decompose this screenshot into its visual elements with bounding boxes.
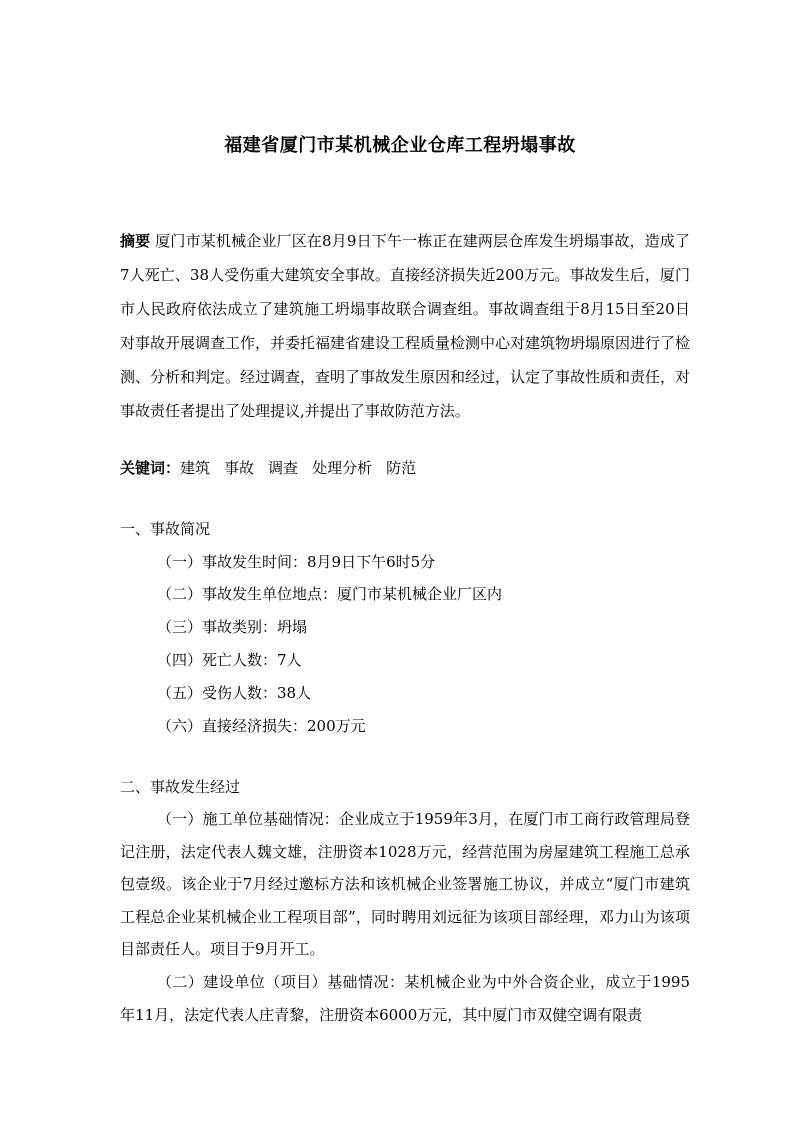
section-heading: 一、事故简况 [120,520,211,538]
document-title: 福建省厦门市某机械企业仓库工程坍塌事故 [224,135,576,156]
keywords-line [120,455,690,481]
keyword: 调查 [268,459,299,477]
list-item: （五）受伤人数：38人 [157,684,312,702]
list-item: （二）事故发生单位地点：厦门市某机械企业厂区内 [157,585,503,603]
list-item: （四）死亡人数：7人 [157,651,302,669]
abstract-label: 摘要 [120,232,151,250]
keywords-label: 关键词： [120,459,181,477]
list-item: （一）事故发生时间：8月9日下午6时5分 [157,553,436,571]
section-heading: 二、事故发生经过 [120,778,241,796]
body-paragraph: （一）施工单位基础情况：企业成立于1959年3月，在厦门市工商行政管理局登记注册，法定代表人魏文雄，注册资本1028万元，经营范围为房屋建筑工程施工总承包壹级。该企业于7月经过邀标方法和该机械企业签署施工协议，并成立“厦门市建筑工程总企业某机械企业工程项目部”，同时聘用刘远征为该项目部经理，邓力山为该项目部责任人。项目于9月开工。 [120,810,690,959]
list-item: （三）事故类别：坍塌 [157,618,308,636]
keyword: 处理分析 [312,459,373,477]
abstract-text: 厦门市某机械企业厂区在8月9日下午一栋正在建两层仓库发生坍塌事故，造成了7人死亡、38人受伤重大建筑安全事故。直接经济损失近200万元。事故发生后，厦门市人民政府依法成立了建筑施工坍塌事故联合调查组。事故调查组于8月15日至20日对事故开展调查工作，并委托福建省建设工程质量检测中心对建筑物坍塌原因进行了检测、分析和判定。经过调查，查明了事故发生原因和经过，认定了事故性质和责任，对事故责任者提出了处理提议,并提出了事故防范方法。 [120,232,691,420]
abstract-paragraph [120,224,690,428]
keyword: 防范 [386,459,417,477]
keyword: 建筑 [180,459,211,477]
body-paragraph: （二）建设单位（项目）基础情况：某机械企业为中外合资企业，成立于1995年11月，法定代表人庄青黎，注册资本6000万元，其中厦门市双健空调有限责 [120,973,690,1024]
list-item: （六）直接经济损失：200万元 [157,717,366,735]
keyword: 事故 [224,459,255,477]
